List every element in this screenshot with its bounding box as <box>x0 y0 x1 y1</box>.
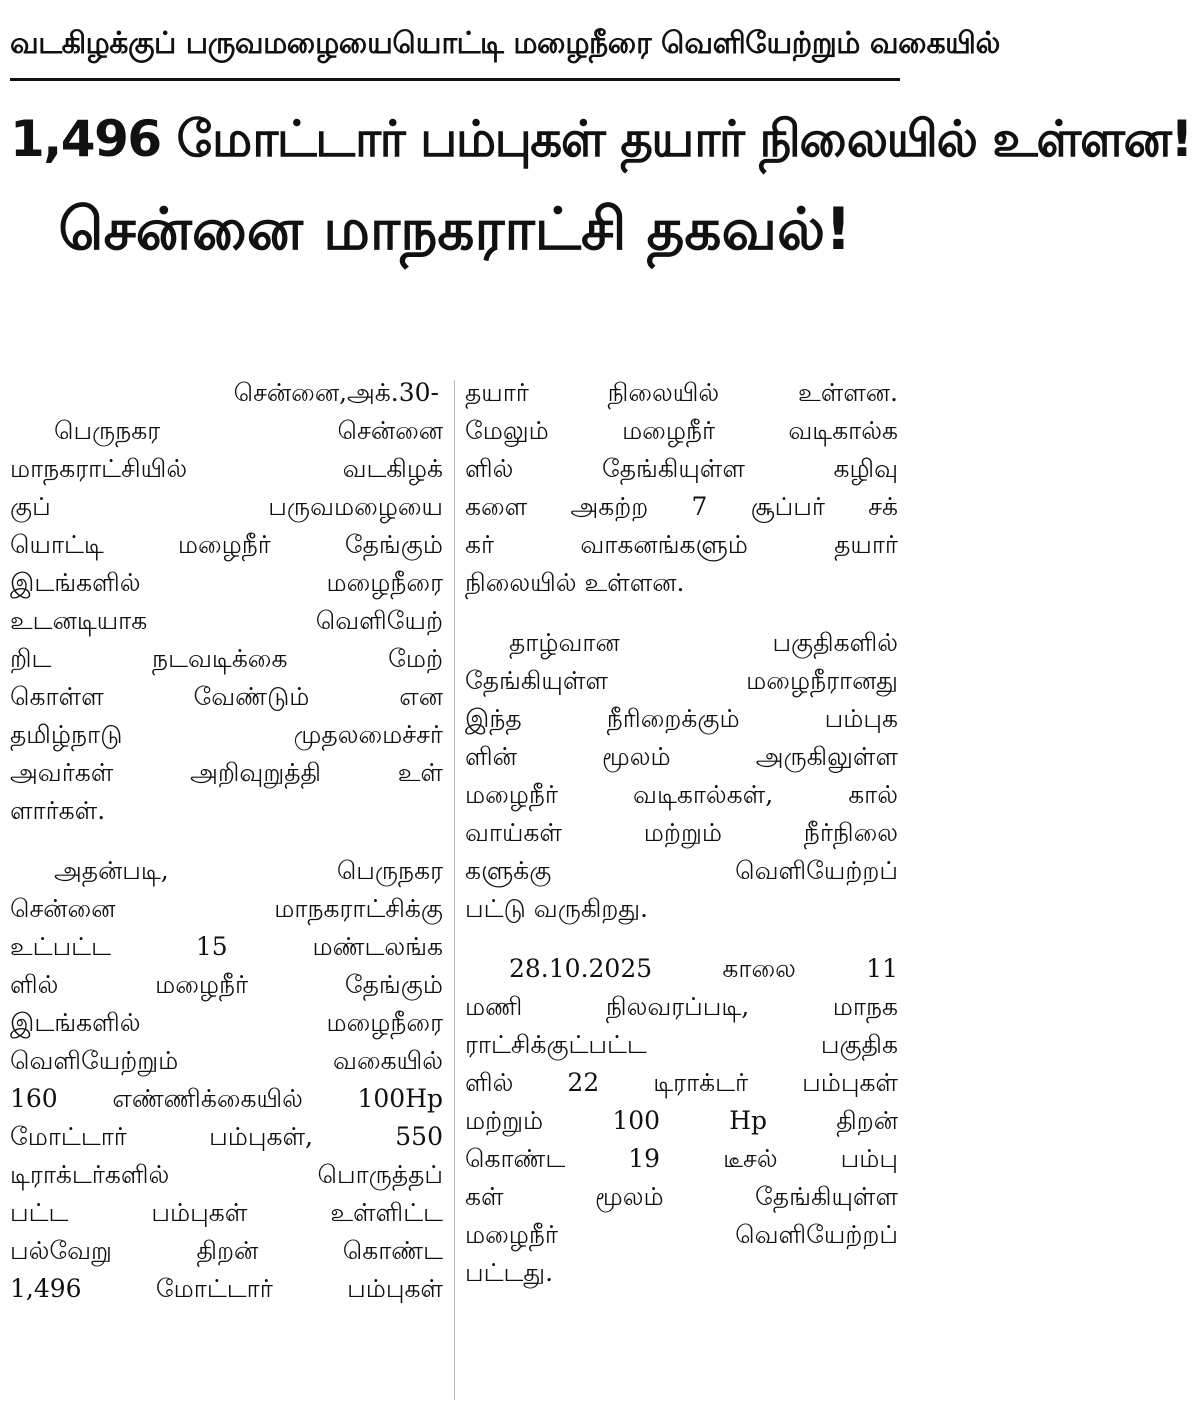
text-line: தேங்கியுள்ள மழைநீரானது <box>465 666 898 695</box>
text-line: மழைநீர் வெளியேற்றப் <box>465 1220 898 1249</box>
text-line: இடங்களில் மழைநீரை <box>10 568 443 597</box>
text-line: ளில் மழைநீர் தேங்கும் <box>10 970 443 999</box>
text-line: மழைநீர் வடிகால்கள், கால் <box>465 780 898 809</box>
header-rule <box>10 78 900 81</box>
text-line: யொட்டி மழைநீர் தேங்கும் <box>10 530 443 559</box>
text-line: கள் மூலம் தேங்கியுள்ள <box>465 1182 898 1211</box>
left-paragraph-1 <box>10 412 443 830</box>
text-line: ராட்சிக்குட்பட்ட பகுதிக <box>465 1030 898 1059</box>
left-paragraph-2 <box>10 852 443 1308</box>
newspaper-clipping <box>0 22 1192 1416</box>
text-line: ளில் தேங்கியுள்ள கழிவு <box>465 454 898 483</box>
text-line: றிட நடவடிக்கை மேற் <box>10 644 443 673</box>
text-line: இந்த நீரிறைக்கும் பம்புக <box>465 704 898 733</box>
text-line: பல்வேறு திறன் கொண்ட <box>10 1236 443 1265</box>
text-line: கர் வாகனங்களும் தயார் <box>465 530 898 559</box>
text-line: தமிழ்நாடு முதலமைச்சர் <box>10 720 443 749</box>
text-line: உட்பட்ட 15 மண்டலங்க <box>10 932 443 961</box>
right-column <box>465 374 898 1292</box>
text-line: பட்டது. <box>465 1258 554 1287</box>
article-body <box>10 374 900 1416</box>
text-line: களுக்கு வெளியேற்றப் <box>465 856 898 885</box>
text-line: இடங்களில் மழைநீரை <box>10 1008 443 1037</box>
text-line: 1,496 மோட்டார் பம்புகள் <box>10 1274 443 1303</box>
text-line: டிராக்டர்களில் பொருத்தப் <box>10 1160 443 1189</box>
text-line: ளார்கள். <box>10 796 106 825</box>
right-paragraph-1 <box>465 374 898 602</box>
text-line: பட்டு வருகிறது. <box>465 894 648 923</box>
text-line: மணி நிலவரப்படி, மாநக <box>465 992 898 1021</box>
right-paragraph-2 <box>465 624 898 928</box>
text-line: உடனடியாக வெளியேற் <box>10 606 443 635</box>
text-line: வாய்கள் மற்றும் நீர்நிலை <box>465 818 898 847</box>
text-line: ளின் மூலம் அருகிலுள்ள <box>465 742 898 771</box>
text-line: அதன்படி, பெருநகர <box>54 856 443 885</box>
text-line: களை அகற்ற 7 சூப்பர் சக் <box>465 492 898 521</box>
text-line: கொள்ள வேண்டும் என <box>10 682 443 711</box>
text-line: பட்ட பம்புகள் உள்ளிட்ட <box>10 1198 443 1227</box>
right-paragraph-3 <box>465 950 898 1292</box>
text-line: கொண்ட 19 டீசல் பம்பு <box>465 1144 898 1173</box>
text-line: மற்றும் 100 Hp திறன் <box>465 1106 898 1135</box>
subheadline: சென்னை மாநகராட்சி தகவல்! <box>58 195 852 263</box>
text-line: அவர்கள் அறிவுறுத்தி உள் <box>10 758 443 787</box>
text-line: தயார் நிலையில் உள்ளன. <box>465 378 898 407</box>
text-line: வெளியேற்றும் வகையில் <box>10 1046 443 1075</box>
headline: 1,496 மோட்டார் பம்புகள் தயார் நிலையில் உள்ளன! <box>10 110 1192 168</box>
dateline: சென்னை,அக்.30- <box>233 378 439 407</box>
text-line: தாழ்வான பகுதிகளில் <box>509 628 898 657</box>
text-line: ளில் 22 டிராக்டர் பம்புகள் <box>465 1068 898 1097</box>
text-line: பெருநகர சென்னை <box>54 416 443 445</box>
text-line: மோட்டார் பம்புகள், 550 <box>10 1122 443 1151</box>
kicker-line: வடகிழக்குப் பருவமழையையொட்டி மழைநீரை வெளியேற்றும் வகையில் <box>10 26 1000 61</box>
text-line: 28.10.2025 காலை 11 <box>509 954 898 983</box>
text-line: மேலும் மழைநீர் வடிகால்க <box>465 416 898 445</box>
text-line: மாநகராட்சியில் வடகிழக் <box>10 454 443 483</box>
left-column <box>10 374 443 1308</box>
text-line: நிலையில் உள்ளன. <box>465 568 685 597</box>
text-line: 160 எண்ணிக்கையில் 100Hp <box>10 1084 443 1113</box>
column-divider <box>454 380 455 1400</box>
text-line: சென்னை மாநகராட்சிக்கு <box>10 894 443 923</box>
text-line: குப் பருவமழையை <box>10 492 443 521</box>
